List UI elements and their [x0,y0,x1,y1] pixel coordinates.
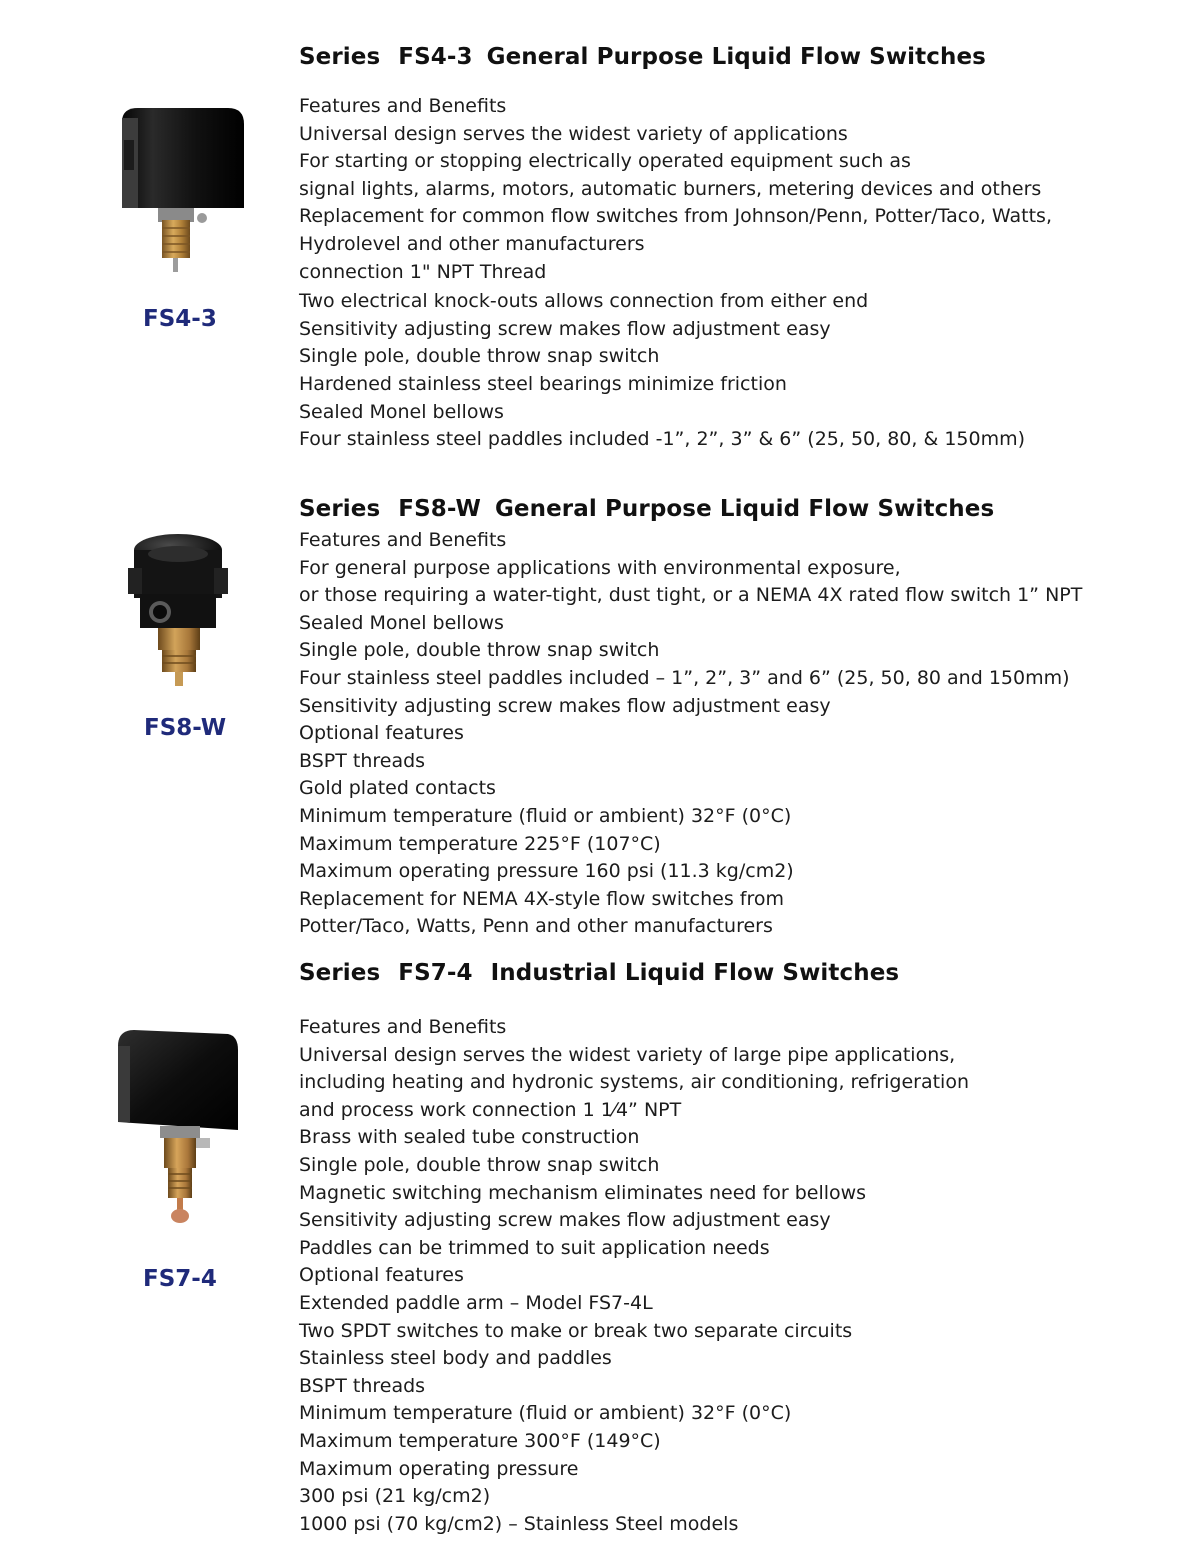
list-item: For starting or stopping electrically operated equipment such as [299,150,911,173]
series-word: Series [299,496,381,522]
list-item: Sensitivity adjusting screw makes flow adjustment easy [299,694,831,717]
model-label: FS4-3 [143,306,217,332]
list-item: 1000 psi (70 kg/cm2) – Stainless Steel models [299,1512,739,1535]
fs4-3-product-image [112,100,257,280]
list-item: Four stainless steel paddles included -1”, 2”, 3” & 6” (25, 50, 80, & 150mm) [299,428,1026,451]
series-description: Industrial Liquid Flow Switches [490,960,900,986]
list-item: Magnetic switching mechanism eliminates need for bellows [299,1181,867,1204]
list-item: Universal design serves the widest variety of large pipe applications, [299,1043,956,1066]
list-item: connection 1" NPT Thread [299,260,547,283]
series-model: FS8-W [398,496,481,522]
series-model: FS7-4 [398,960,473,986]
list-item: Single pole, double throw snap switch [299,345,660,368]
list-item: For general purpose applications with environmental exposure, [299,556,901,579]
list-item: Sensitivity adjusting screw makes flow adjustment easy [299,317,831,340]
list-item: Features and Benefits [299,529,507,551]
list-item: Sensitivity adjusting screw makes flow adjustment easy [299,1209,831,1232]
list-item: and process work connection 1 1⁄4” NPT [299,1098,682,1121]
list-item: including heating and hydronic systems, air conditioning, refrigeration [299,1071,969,1094]
list-item: Single pole, double throw snap switch [299,639,660,662]
features-list [299,1014,969,1538]
list-item: Paddles can be trimmed to suit application needs [299,1236,770,1259]
list-item: 300 psi (21 kg/cm2) [299,1485,491,1508]
section-title [299,44,986,70]
list-item: Optional features [299,722,464,745]
series-word: Series [299,960,381,986]
list-item: Minimum temperature (fluid or ambient) 32°F (0°C) [299,804,792,827]
list-item: Features and Benefits [299,95,507,117]
list-item: Replacement for common flow switches from Johnson/Penn, Potter/Taco, Watts, [299,205,1052,228]
list-item: Maximum temperature 225°F (107°C) [299,832,661,855]
list-item: Four stainless steel paddles included – 1”, 2”, 3” and 6” (25, 50, 80 and 150mm) [299,666,1070,689]
list-item: Features and Benefits [299,1016,507,1038]
list-item: Optional features [299,1264,464,1287]
model-label: FS7-4 [143,1266,217,1292]
list-item: BSPT threads [299,749,426,772]
list-item: signal lights, alarms, motors, automatic burners, metering devices and others [299,177,1042,200]
fs7-4-product-image [110,1022,250,1232]
model-label: FS8-W [144,715,227,741]
list-item: Gold plated contacts [299,777,496,800]
features-list [299,527,1082,941]
list-item: Stainless steel body and paddles [299,1347,612,1370]
list-item: Sealed Monel bellows [299,611,504,634]
list-item: BSPT threads [299,1374,426,1397]
list-item: Replacement for NEMA 4X-style flow switches from [299,887,784,910]
section-title [299,960,899,986]
list-item: Maximum operating pressure 160 psi (11.3 kg/cm2) [299,860,794,883]
list-item: Minimum temperature (fluid or ambient) 32°F (0°C) [299,1402,792,1425]
series-description: General Purpose Liquid Flow Switches [494,496,995,522]
list-item: Hydrolevel and other manufacturers [299,232,645,255]
series-description: General Purpose Liquid Flow Switches [486,44,986,70]
list-item: Brass with sealed tube construction [299,1126,640,1149]
fs8-w-product-image [110,528,250,688]
list-item: Two SPDT switches to make or break two separate circuits [299,1319,853,1342]
list-item: or those requiring a water-tight, dust tight, or a NEMA 4X rated flow switch 1” NPT [299,584,1083,607]
series-word: Series [299,44,381,70]
list-item: Maximum operating pressure [299,1457,579,1480]
list-item: Single pole, double throw snap switch [299,1153,660,1176]
list-item: Two electrical knock-outs allows connection from either end [299,290,869,313]
list-item: Universal design serves the widest variety of applications [299,122,848,145]
list-item: Potter/Taco, Watts, Penn and other manufacturers [299,915,773,938]
section-title [299,496,994,522]
list-item: Maximum temperature 300°F (149°C) [299,1429,661,1452]
list-item: Extended paddle arm – Model FS7-4L [299,1291,653,1314]
features-list [299,93,1052,454]
list-item: Hardened stainless steel bearings minimize friction [299,372,787,395]
series-model: FS4-3 [398,44,473,70]
list-item: Sealed Monel bellows [299,400,504,423]
